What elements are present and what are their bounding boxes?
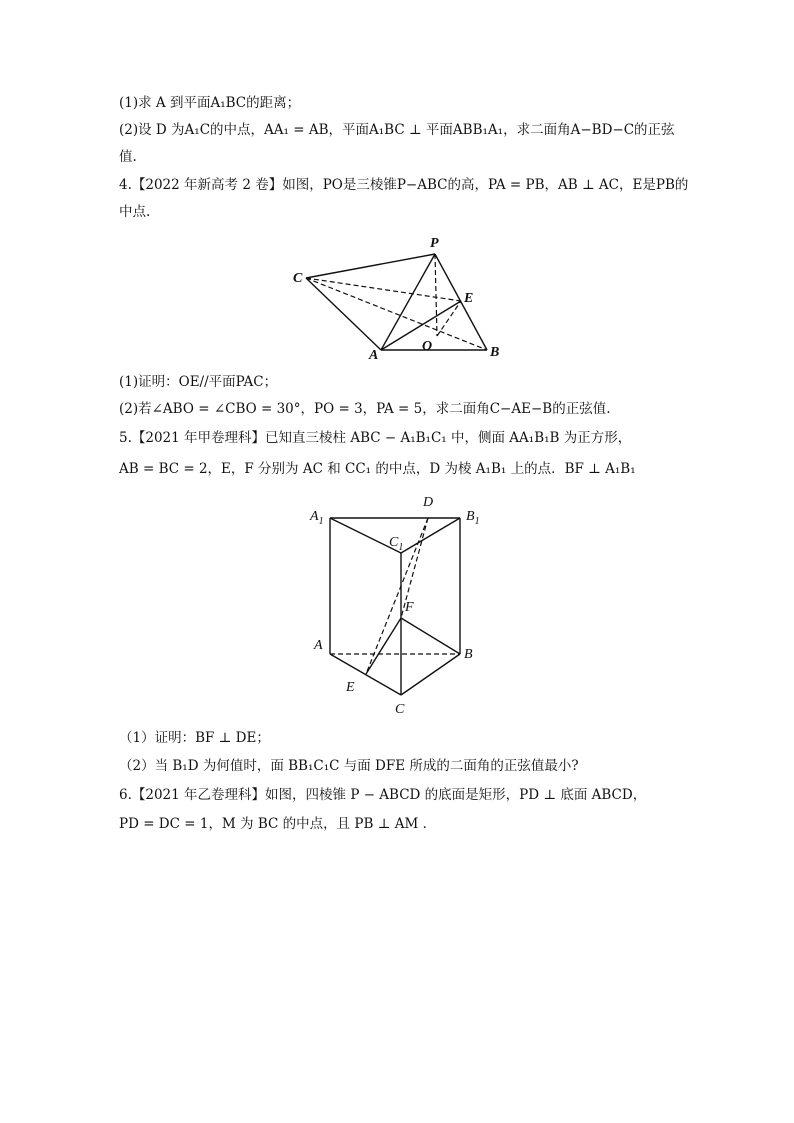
text-line-2: (2)设 D 为A₁C的中点，AA₁ = AB，平面A₁BC ⊥ 平面ABB₁A₁，求二面角A−BD−C的正弦 — [119, 122, 675, 138]
label-B: B — [490, 345, 500, 360]
text-line-10: （1）证明：BF ⊥ DE； — [119, 730, 270, 746]
text-line-5: 中点. — [119, 204, 151, 220]
dashed-CE — [306, 278, 461, 301]
edge-EF — [366, 618, 401, 674]
edge-FB — [401, 618, 460, 654]
dashed-OE — [437, 301, 461, 336]
label-F: F — [405, 600, 414, 615]
label-B1: $B_1$ — [466, 509, 480, 527]
text-line-12: 6.【2021 年乙卷理科】如图，四棱锥 P − ABCD 的底面是矩形，PD ⊥ 底面 ABCD， — [119, 787, 647, 803]
label-A: A — [369, 348, 379, 363]
edge-AC — [330, 654, 401, 695]
label-C: C — [293, 271, 303, 286]
text-line-6: (1)证明：OE//平面PAC； — [119, 374, 278, 390]
label-P: P — [430, 236, 439, 251]
text-line-8: 5.【2021 年甲卷理科】已知直三棱柱 ABC − A₁B₁C₁ 中，侧面 AA₁B₁B 为正方形， — [119, 430, 632, 446]
edge-AP — [381, 254, 435, 350]
label-E: E — [346, 680, 355, 695]
label-C: C — [395, 702, 405, 717]
dashed-PO — [435, 254, 437, 336]
label-B: B — [464, 647, 473, 662]
text-line-11: （2）当 B₁D 为何值时，面 BB₁C₁C 与面 DFE 所成的二面角的正弦值最小? — [119, 758, 579, 774]
label-O: O — [422, 339, 433, 354]
label-A: A — [314, 638, 323, 653]
label-D: D — [423, 495, 434, 510]
text-line-7: (2)若∠ABO = ∠CBO = 30°，PO = 3，PA = 5，求二面角C−AE−B的正弦值. — [119, 401, 611, 417]
text-line-4: 4.【2022 年新高考 2 卷】如图，PO是三棱锥P−ABC的高，PA = PB，AB ⊥ AC，E是PB的 — [119, 177, 689, 193]
label-A1: $A_1$ — [310, 509, 324, 527]
edge-AE — [381, 301, 461, 350]
pyramid-figure — [285, 232, 515, 372]
text-line-3: 值. — [119, 149, 137, 165]
edge-CA — [306, 278, 381, 350]
edge-CP — [306, 254, 435, 278]
edge-C1B1 — [401, 518, 460, 553]
label-E: E — [464, 291, 474, 306]
prism-figure — [300, 488, 500, 720]
text-line-13: PD = DC = 1，M 为 BC 的中点，且 PB ⊥ AM ． — [119, 816, 437, 832]
text-line-1: (1)求 A 到平面A₁BC的距离； — [119, 95, 301, 111]
text-line-9: AB = BC = 2，E，F 分别为 AC 和 CC₁ 的中点，D 为棱 A₁B₁ 上的点．BF ⊥ A₁B₁ — [119, 461, 636, 477]
edge-CB — [401, 654, 460, 695]
dashed-CB — [306, 278, 487, 350]
label-C1: $C_1$ — [389, 535, 404, 553]
